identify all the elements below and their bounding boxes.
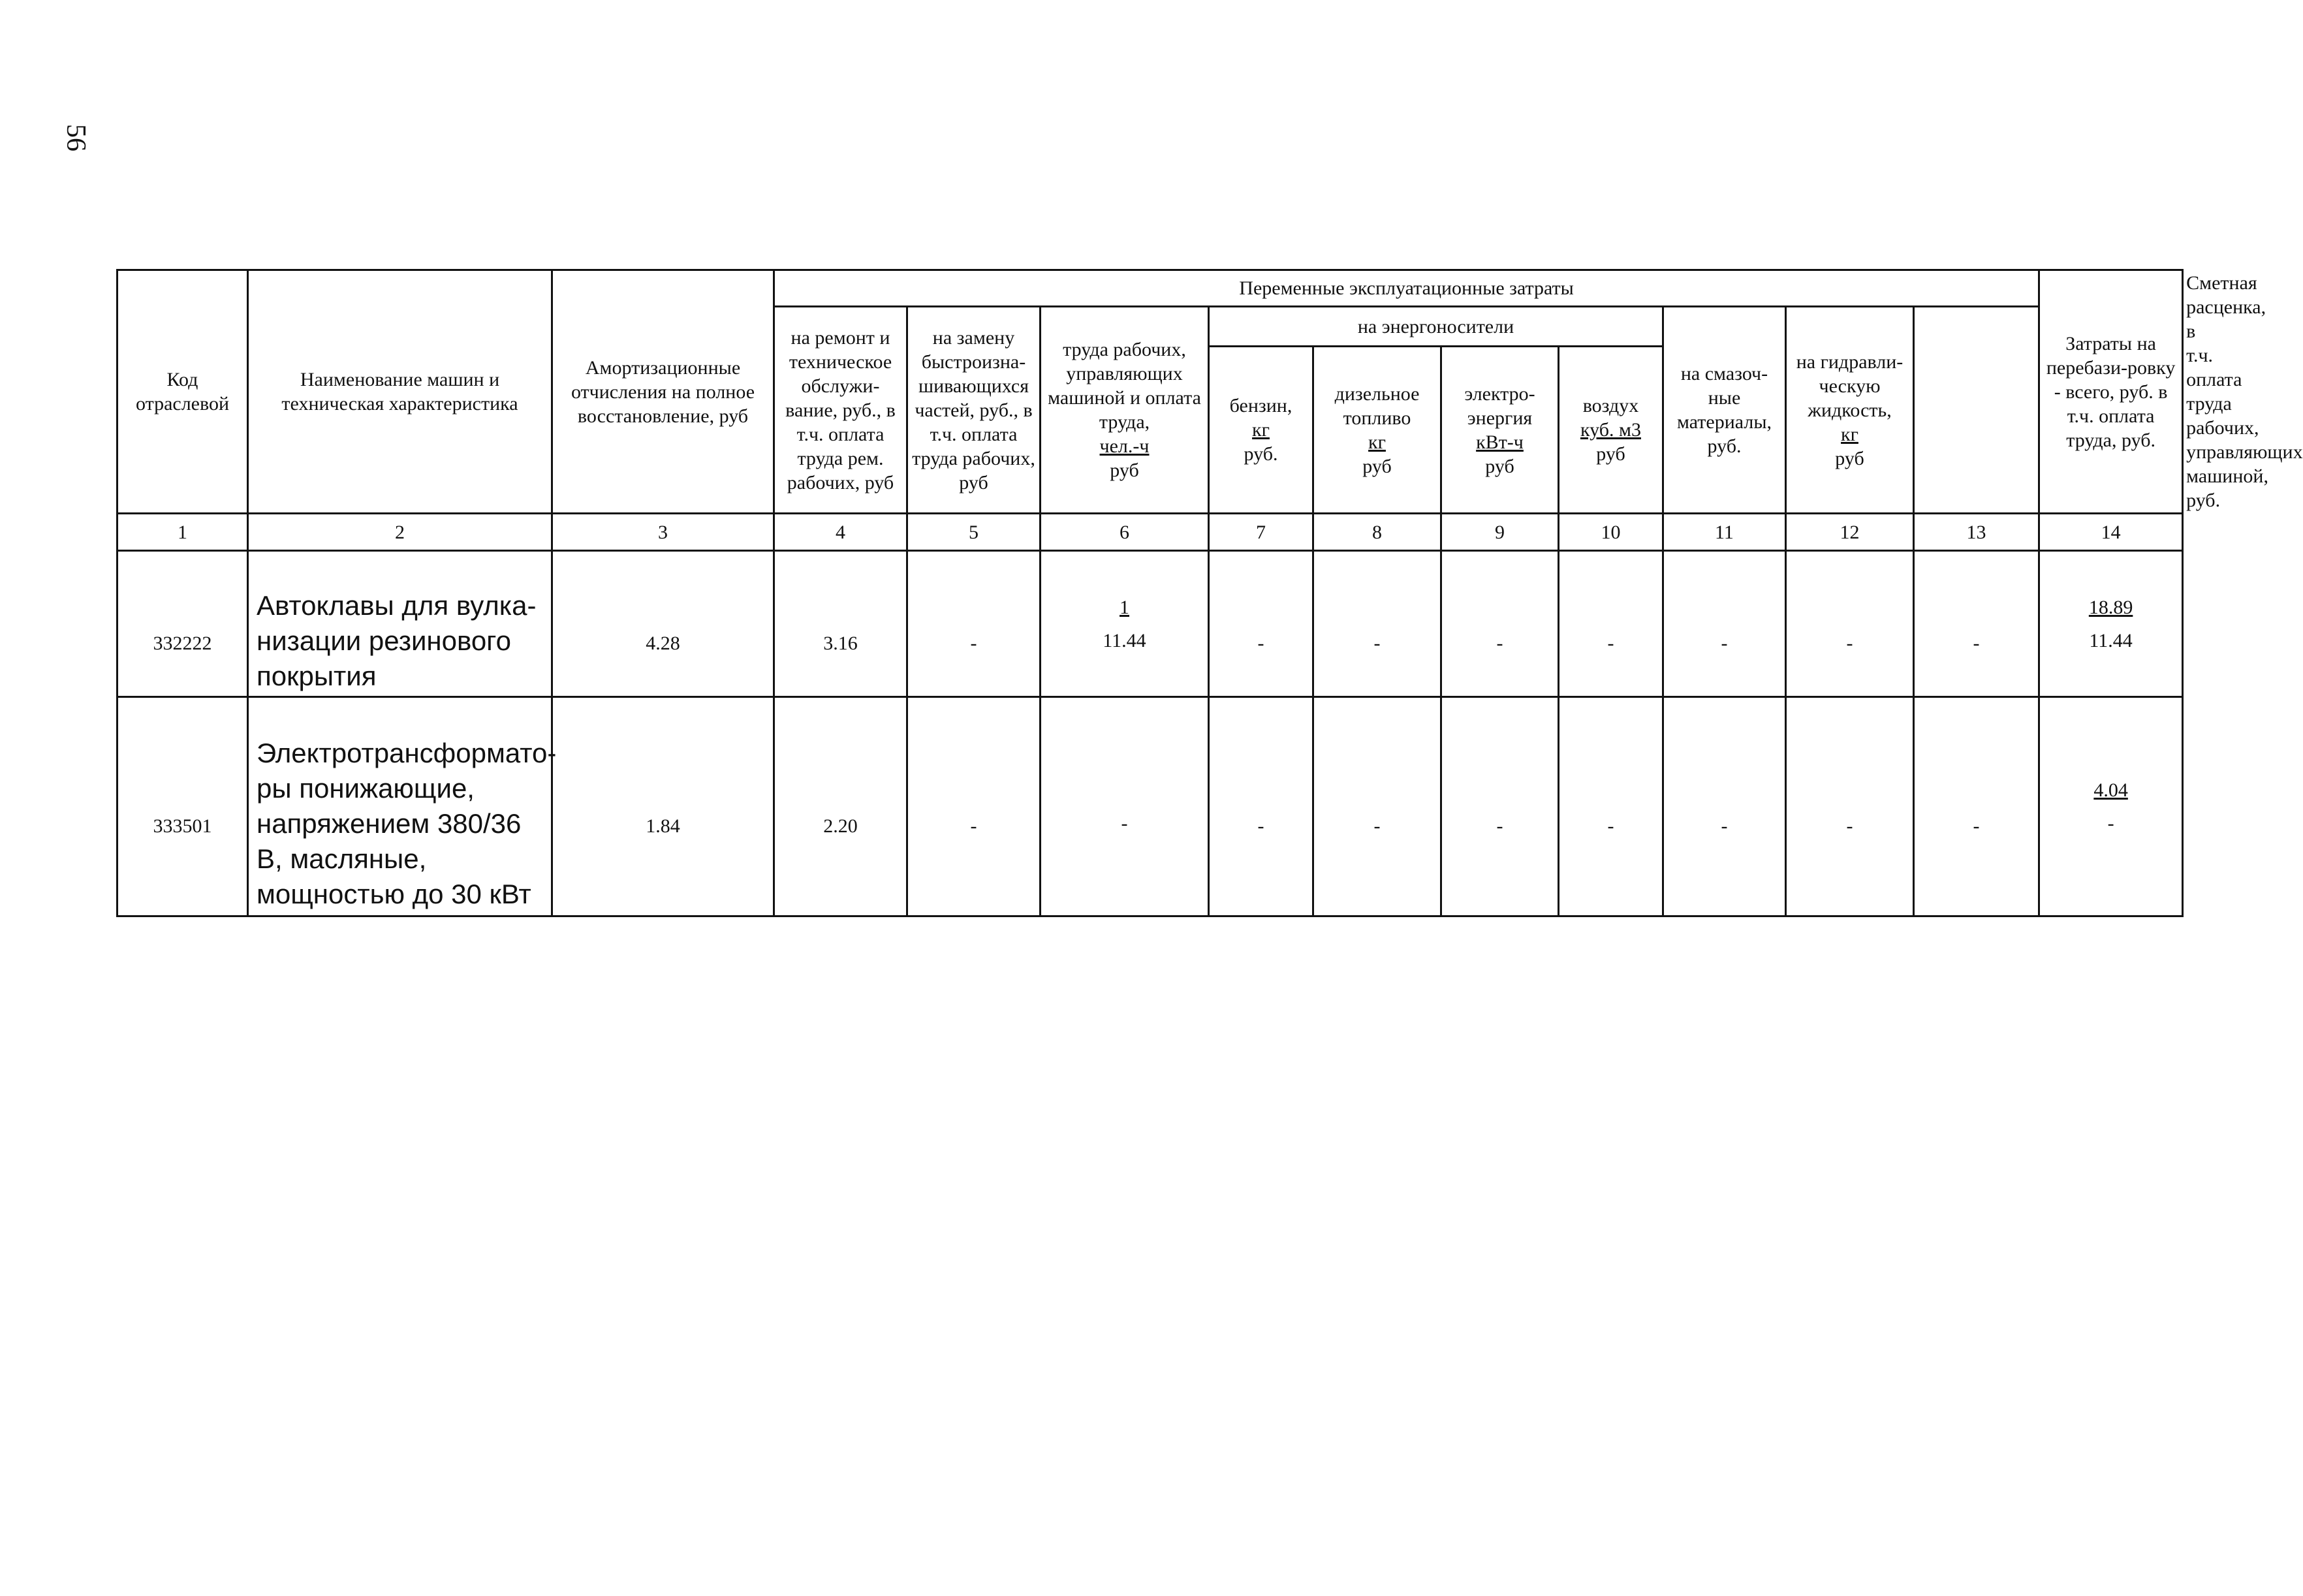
header-electro-unit: кВт-ч [1476, 431, 1524, 453]
row-electro: - [1441, 551, 1559, 697]
row-hydraulic: - [1786, 551, 1914, 697]
header-labor [1041, 307, 1209, 514]
header-petrol-rub: руб. [1244, 443, 1278, 465]
header-electro-rub: руб [1485, 455, 1514, 477]
header-replace: на замену быстроизна-шивающихся частей, руб., в т.ч. оплата труда рабочих, руб [907, 307, 1041, 514]
row-code: 332222 [118, 551, 248, 697]
row-diesel: - [1313, 551, 1441, 697]
column-number: 9 [1441, 514, 1559, 551]
row-air: - [1559, 697, 1663, 916]
column-number: 6 [1041, 514, 1209, 551]
header-air-rub: руб [1596, 443, 1625, 465]
row-relocation: - [1914, 697, 2039, 916]
row-name: Автоклавы для вулка-низации резинового покрытия [248, 551, 552, 697]
row-repair: 2.20 [774, 697, 907, 916]
row-labor-top [1044, 774, 1205, 807]
header-labor-text: труда рабочих, управляющих машиной и оплата труда, [1048, 339, 1201, 433]
header-diesel [1313, 347, 1441, 514]
column-number: 11 [1663, 514, 1786, 551]
row-rate [2039, 551, 2183, 697]
column-number: 4 [774, 514, 907, 551]
row-hydraulic: - [1786, 697, 1914, 916]
header-diesel-text: дизельное топливо [1334, 383, 1420, 429]
row-name: Электротрансформато-ры понижающие, напряжением 380/36 В, масляные, мощностью до 30 кВт [248, 697, 552, 916]
header-name: Наименование машин и техническая характеристика [248, 270, 552, 514]
price-table [116, 269, 2303, 917]
header-petrol-unit: кг [1252, 419, 1270, 441]
row-replace: - [907, 551, 1041, 697]
row-amortization: 4.28 [552, 551, 774, 697]
row-labor [1041, 551, 1209, 697]
header-variable-costs: Переменные эксплуатационные затраты [774, 270, 2039, 307]
column-number: 8 [1313, 514, 1441, 551]
row-replace: - [907, 697, 1041, 916]
header-energy: на энергоносители [1209, 307, 1663, 347]
row-relocation: - [1914, 551, 2039, 697]
header-lubricants: на смазоч-ные материалы, руб. [1663, 307, 1786, 514]
header-repair: на ремонт и техническое обслужи-вание, руб., в т.ч. оплата труда рем. рабочих, руб [774, 307, 907, 514]
row-petrol: - [1209, 551, 1313, 697]
column-number: 3 [552, 514, 774, 551]
row-petrol: - [1209, 697, 1313, 916]
header-air-unit: куб. м3 [1580, 419, 1641, 441]
row-rate [2039, 697, 2183, 916]
header-labor-unit: чел.-ч [1099, 435, 1150, 457]
column-number: 13 [1914, 514, 2039, 551]
row-labor-bottom: - [1121, 812, 1128, 834]
header-electro [1441, 347, 1559, 514]
column-number: 10 [1559, 514, 1663, 551]
column-number: 5 [907, 514, 1041, 551]
row-rate-top: 4.04 [2093, 779, 2128, 801]
header-electro-text: электро-энергия [1464, 383, 1535, 429]
row-lubricants: - [1663, 697, 1786, 916]
header-hydraulic-rub: руб [1835, 447, 1864, 469]
header-air [1559, 347, 1663, 514]
row-code: 333501 [118, 697, 248, 916]
header-hydraulic [1786, 307, 1914, 514]
header-diesel-unit: кг [1368, 431, 1386, 453]
column-number: 14 [2039, 514, 2183, 551]
page-number: 56 [61, 124, 91, 151]
table-row [118, 697, 2183, 916]
header-row-1: Код отраслевой Наименование машин и техническая характеристика Амортизационные отчисления на полное восстановление, руб Переменные эксплуатационные затраты Затраты на перебази-ровку - всего, руб. в т.ч. оплата труда, руб. Сметная расценка, в т.ч. оплата труда рабочих, управляющих машиной, руб. [118, 270, 2183, 307]
column-number: 12 [1786, 514, 1914, 551]
column-number: 2 [248, 514, 552, 551]
row-rate-top: 18.89 [2088, 596, 2133, 618]
header-labor-rub: руб [1110, 460, 1139, 481]
row-diesel: - [1313, 697, 1441, 916]
row-air: - [1559, 551, 1663, 697]
row-rate-bottom: 11.44 [2089, 629, 2133, 651]
row-labor [1041, 697, 1209, 916]
column-number: 7 [1209, 514, 1313, 551]
row-amortization: 1.84 [552, 697, 774, 916]
table-row [118, 551, 2183, 697]
row-lubricants: - [1663, 551, 1786, 697]
row-labor-top: 1 [1120, 596, 1129, 618]
header-amortization: Амортизационные отчисления на полное восстановление, руб [552, 270, 774, 514]
column-number: 1 [118, 514, 248, 551]
header-hydraulic-unit: кг [1841, 423, 1858, 445]
column-numbers-row [118, 514, 2183, 551]
header-relocation: Затраты на перебази-ровку - всего, руб. в т.ч. оплата труда, руб. [2039, 270, 2183, 514]
header-petrol [1209, 347, 1313, 514]
header-diesel-rub: руб [1362, 455, 1392, 477]
row-rate-bottom: - [2107, 812, 2114, 834]
header-air-text: воздух [1582, 395, 1639, 416]
row-repair: 3.16 [774, 551, 907, 697]
row-labor-bottom: 11.44 [1103, 629, 1146, 651]
header-petrol-text: бензин, [1229, 395, 1292, 416]
header-code: Код отраслевой [118, 270, 248, 514]
header-hydraulic-text: на гидравли-ческую жидкость, [1796, 351, 1904, 421]
row-electro: - [1441, 697, 1559, 916]
